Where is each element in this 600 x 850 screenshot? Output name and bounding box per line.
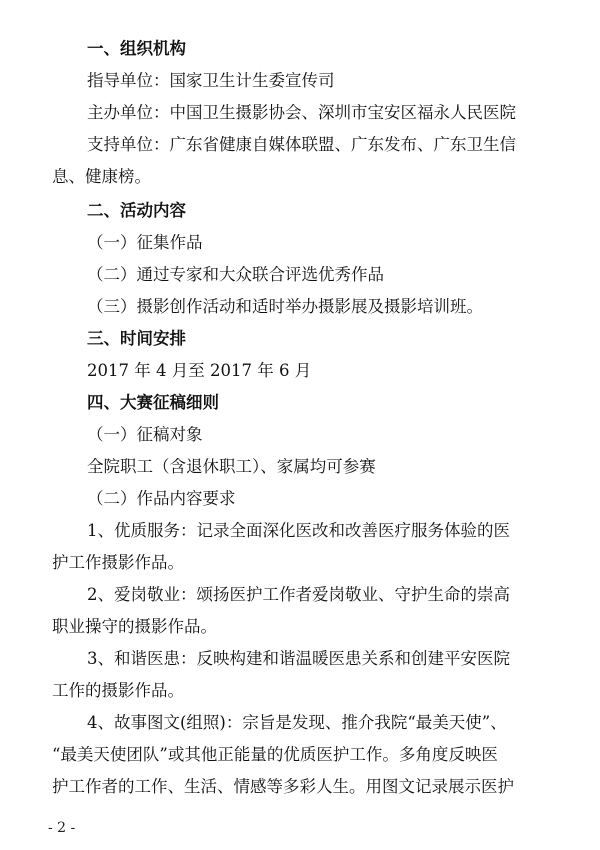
activity-item-1: （一）征集作品 (87, 233, 203, 252)
support-unit-line: 支持单位：广东省健康自媒体联盟、广东发布、广东卫生信 (87, 135, 516, 154)
page-number: - 2 - (48, 820, 76, 836)
requirement-3-line-1: 3、和谐医患：反映构建和谐温暖医患关系和创建平安医院 (87, 649, 510, 668)
rules-target-text: 全院职工（含退休职工）、家属均可参赛 (87, 457, 376, 476)
activity-item-2: （二）通过专家和大众联合评选优秀作品 (87, 265, 384, 284)
requirement-1-line-2: 护工作摄影作品。 (52, 553, 184, 572)
requirement-4-line-2: “最美天使团队”或其他正能量的优质医护工作。多角度反映医 (52, 745, 498, 764)
rules-subheading-target: （一）征稿对象 (87, 425, 203, 444)
section-heading-organization: 一、组织机构 (87, 39, 186, 58)
requirement-1-line-1: 1、优质服务：记录全面深化医改和改善医疗服务体验的医 (87, 521, 510, 540)
host-unit-line: 主办单位：中国卫生摄影协会、深圳市宝安区福永人民医院 (87, 103, 516, 122)
section-heading-schedule: 三、时间安排 (87, 329, 186, 348)
activity-item-3: （三）摄影创作活动和适时举办摄影展及摄影培训班。 (87, 297, 483, 316)
section-heading-activity: 二、活动内容 (87, 201, 186, 220)
schedule-period: 2017 年 4 月至 2017 年 6 月 (87, 361, 312, 380)
requirement-4-line-3: 护工作者的工作、生活、情感等多彩人生。用图文记录展示医护 (52, 777, 514, 796)
requirement-2-line-2: 职业操守的摄影作品。 (52, 617, 217, 636)
requirement-2-line-1: 2、爱岗敬业：颂扬医护工作者爱岗敬业、守护生命的崇高 (87, 585, 510, 604)
requirement-4-line-1: 4、故事图文(组照)：宗旨是发现、推介我院“最美天使”、 (87, 713, 507, 732)
rules-subheading-content: （二）作品内容要求 (87, 489, 236, 508)
guide-unit-line: 指导单位：国家卫生计生委宣传司 (87, 71, 335, 90)
section-heading-rules: 四、大赛征稿细则 (87, 393, 219, 412)
requirement-3-line-2: 工作的摄影作品。 (52, 681, 184, 700)
support-unit-line-continued: 息、健康榜。 (52, 167, 151, 186)
